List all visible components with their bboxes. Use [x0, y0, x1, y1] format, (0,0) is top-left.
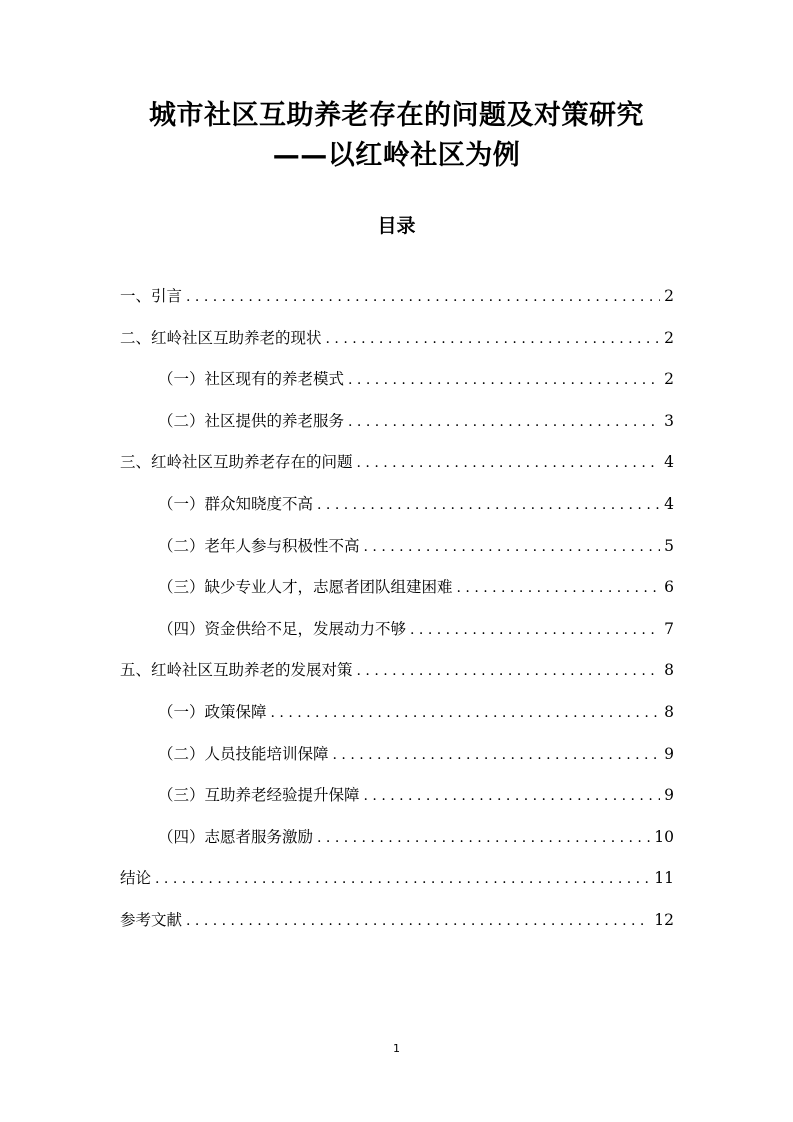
toc-leader-dots: [348, 407, 660, 437]
toc-entry-countermeasures[interactable]: [120, 655, 674, 697]
toc-entry-page: 2: [664, 287, 674, 305]
toc-entry-text: （三）缺少专业人才，志愿者团队组建困难: [158, 578, 453, 597]
toc-leader-dots: [410, 615, 660, 645]
toc-entry-page: 4: [664, 494, 674, 513]
toc-entry-text: 五、红岭社区互助养老的发展对策: [120, 661, 353, 680]
toc-entry-page: 6: [664, 578, 674, 597]
toc-entry-text: （一）群众知晓度不高: [158, 494, 314, 513]
toc-leader-dots: [457, 573, 660, 603]
page-number: 1: [393, 1042, 400, 1055]
toc-entry-existing-model[interactable]: [120, 364, 674, 406]
toc-entry-page: 9: [664, 744, 674, 763]
toc-leader-dots: [271, 698, 660, 728]
toc-entry-page: 4: [664, 453, 674, 472]
toc-heading: 目录: [377, 215, 416, 237]
toc-leader-dots: [364, 532, 660, 562]
toc-leader-dots: [155, 864, 650, 894]
toc-entry-text: 参考文献: [120, 910, 183, 929]
toc-entry-experience[interactable]: [120, 780, 674, 822]
toc-entry-text: 一、引言: [120, 287, 183, 305]
toc-entry-participation[interactable]: [120, 531, 674, 573]
toc-entry-training[interactable]: [120, 739, 674, 781]
toc-leader-dots: [317, 490, 660, 520]
toc-leader-dots: [333, 740, 660, 770]
document-subtitle: ——以红岭社区为例: [272, 140, 521, 171]
toc-leader-dots: [357, 656, 660, 686]
toc-entry-status[interactable]: [120, 323, 674, 365]
toc-entry-awareness[interactable]: [120, 489, 674, 531]
toc-entry-problems[interactable]: [120, 447, 674, 489]
toc-entry-page: 7: [664, 619, 674, 638]
toc-entry-page: 8: [664, 661, 674, 680]
toc-entry-policy[interactable]: [120, 697, 674, 739]
document-title: 城市社区互助养老存在的问题及对策研究: [149, 100, 644, 131]
toc-entry-text: （一）社区现有的养老模式: [158, 370, 345, 389]
toc-entry-introduction[interactable]: [120, 281, 674, 323]
toc-entry-text: 三、红岭社区互助养老存在的问题: [120, 453, 353, 472]
toc-entry-page: 8: [664, 702, 674, 721]
table-of-contents: [120, 281, 674, 947]
toc-entry-funding[interactable]: [120, 614, 674, 656]
toc-leader-dots: [317, 823, 650, 853]
toc-leader-dots: [326, 324, 660, 354]
toc-entry-text: （二）老年人参与积极性不高: [158, 536, 360, 555]
toc-leader-dots: [364, 781, 660, 811]
toc-entry-text: 结论: [120, 869, 152, 888]
toc-entry-text: （四）资金供给不足，发展动力不够: [158, 619, 407, 638]
toc-entry-talent[interactable]: [120, 572, 674, 614]
toc-entry-page: 9: [664, 786, 674, 805]
toc-entry-page: 10: [654, 827, 674, 846]
toc-entry-page: 12: [654, 910, 674, 929]
toc-leader-dots: [186, 282, 660, 312]
toc-entry-page: 11: [654, 869, 674, 888]
toc-leader-dots: [186, 906, 650, 936]
toc-entry-text: （四）志愿者服务激励: [158, 827, 314, 846]
toc-leader-dots: [357, 448, 660, 478]
toc-leader-dots: [348, 365, 660, 395]
toc-entry-page: 5: [664, 536, 674, 555]
toc-entry-text: 二、红岭社区互助养老的现状: [120, 328, 322, 347]
toc-entry-page: 2: [664, 370, 674, 389]
toc-entry-page: 2: [664, 328, 674, 347]
toc-entry-text: （二）社区提供的养老服务: [158, 411, 345, 430]
toc-entry-text: （三）互助养老经验提升保障: [158, 786, 360, 805]
toc-entry-text: （一）政策保障: [158, 702, 267, 721]
toc-entry-text: （二）人员技能培训保障: [158, 744, 329, 763]
toc-entry-references[interactable]: [120, 905, 674, 947]
toc-entry-page: 3: [664, 411, 674, 430]
toc-entry-volunteer-incentive[interactable]: [120, 822, 674, 864]
toc-entry-services[interactable]: [120, 406, 674, 448]
toc-entry-conclusion[interactable]: [120, 863, 674, 905]
